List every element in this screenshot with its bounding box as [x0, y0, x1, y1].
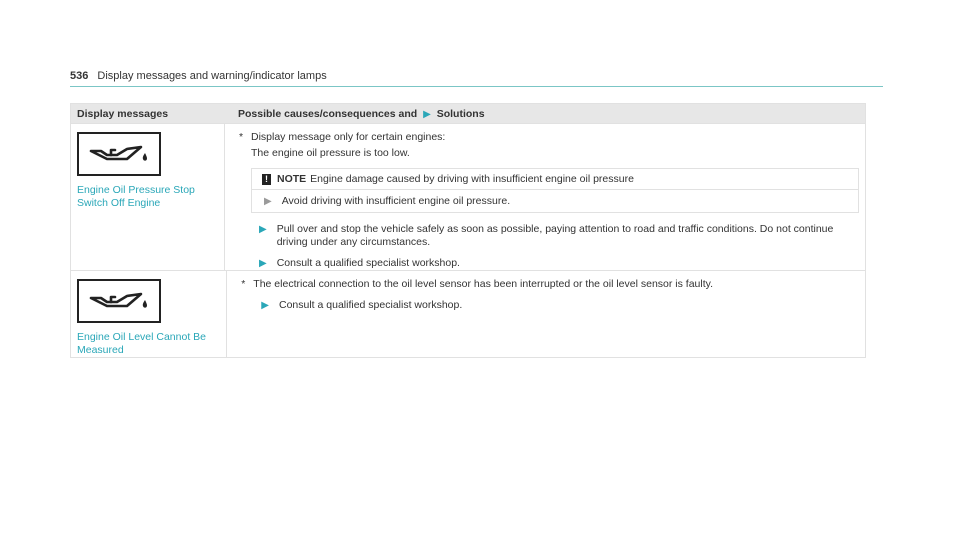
causes-cell	[225, 124, 865, 270]
display-message-cell	[71, 271, 227, 357]
column-header-display-messages: Display messages	[77, 107, 169, 120]
note-title: NOTE	[277, 173, 307, 185]
display-messages-table	[70, 103, 866, 358]
play-arrow-icon: ▶	[423, 108, 431, 120]
column-header-causes	[230, 108, 865, 120]
cause-text: Display message only for certain engines:	[251, 131, 446, 143]
solution-step: ▶ Consult a qualified specialist workshop.	[259, 257, 460, 269]
play-arrow-icon: ▶	[259, 258, 267, 269]
note-step-text: Avoid driving with insufficient engine oil pressure.	[281, 195, 511, 207]
play-arrow-icon: ▶	[264, 195, 272, 207]
solution-step: ▶ Consult a qualified specialist workshop.	[261, 299, 463, 311]
play-arrow-icon: ▶	[259, 224, 267, 235]
causes-cell	[227, 271, 865, 357]
page-header-title: Display messages and warning/indicator lamps	[97, 70, 327, 82]
column-header-causes-label: Possible causes/consequences and	[238, 107, 418, 120]
oil-can-icon	[77, 132, 161, 176]
display-message-cell	[71, 124, 225, 270]
cause-text: The engine oil pressure is too low.	[251, 147, 410, 159]
footnote-star: *	[239, 131, 244, 143]
note-text: Engine damage caused by driving with insufficient engine oil pressure	[310, 173, 634, 185]
table-header-row	[71, 104, 865, 123]
message-label: Engine Oil Pressure Stop Switch Off Engine	[77, 184, 195, 209]
play-arrow-icon: ▶	[261, 300, 269, 311]
column-header-solutions-label: Solutions	[436, 107, 485, 120]
page-number: 536	[70, 70, 89, 82]
cause-text: The electrical connection to the oil level sensor has been interrupted or the oil level sensor is faulty.	[253, 278, 714, 290]
message-label: Engine Oil Level Cannot Be Measured	[77, 331, 206, 356]
table-row	[71, 123, 865, 270]
oil-can-icon	[77, 279, 161, 323]
page-header	[70, 70, 883, 87]
warning-icon: !	[262, 174, 271, 185]
solution-step: ▶ Pull over and stop the vehicle safely as soon as possible, paying attention to road and traffic conditions. Do not continue driving under any circumstances.	[259, 223, 834, 248]
footnote-star: *	[241, 278, 246, 290]
table-row	[71, 270, 865, 357]
note-box	[251, 168, 859, 213]
